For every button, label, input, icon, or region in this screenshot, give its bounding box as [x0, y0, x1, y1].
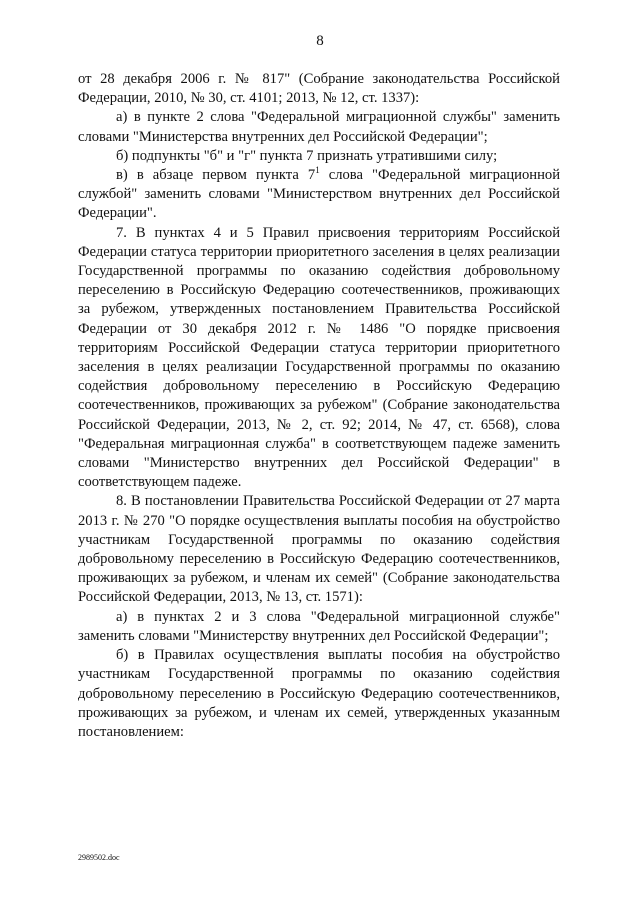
paragraph-item-v-end: слова "Федеральной миграционной службой" заменить словами "Министерством внутренних дел Российской Федерации". — [78, 167, 560, 222]
paragraph-section-7: 7. В пунктах 4 и 5 Правил присвоения территориям Российской Федерации статуса территории приоритетного заселения в целях реализации Государственной программы по оказанию содействия добровольному переселению в Российскую Федерацию соотечественников, проживающих за рубежом, утвержденных постановлением Правительства Российской Федерации от 30 декабря 2012 г. № 1486 "О порядке присвоения территориям Российской Федерации статуса территории приоритетного заселения в целях реализации Государственной программы по оказанию содействия добровольному переселению в Российскую Федерацию соотечественников, проживающих за рубежом" (Собрание законодательства Российской Федерации, 2013, № 2, ст. 92; 2014, № 47, ст. 6568), слова "Федеральная миграционная служба" в соответствующем падеже заменить словами "Министерство внутренних дел Российской Федерации" в соответствующем падеже. — [78, 224, 560, 491]
paragraph-item-b: б) подпункты "б" и "г" пункта 7 признать утратившими силу; — [116, 147, 498, 164]
paragraph-item-v-start: в) в абзаце первом пункта 7 — [116, 167, 316, 184]
document-file-id: 2989502.doc — [78, 853, 120, 862]
paragraph-item-v — [78, 166, 560, 224]
paragraph-item-a: а) в пункте 2 слова "Федеральной миграционной службы" заменить словами "Министерства внутренних дел Российской Федерации"; — [78, 109, 560, 145]
paragraph-section-8-item-a: а) в пунктах 2 и 3 слова "Федеральной миграционной службе" заменить словами "Министерству внутренних дел Российской Федерации"; — [78, 608, 560, 644]
paragraph-section-8-item-b: б) в Правилах осуществления выплаты пособия на обустройство участникам Государственной программы по оказанию содействия добровольному переселению в Российскую Федерацию соотечественников, проживающих за рубежом, и членам их семей, утвержденных указанным постановлением: — [78, 647, 560, 740]
paragraph-section-8: 8. В постановлении Правительства Российской Федерации от 27 марта 2013 г. № 270 "О порядке осуществления выплаты пособия на обустройство участникам Государственной программы по оказанию содействия добровольному переселению в Российскую Федерацию соотечественников, проживающих за рубежом, и членам их семей" (Собрание законодательства Российской Федерации, 2013, № 13, ст. 1571): — [78, 493, 560, 606]
superscript-marker: 1 — [315, 165, 320, 176]
page-number: 8 — [316, 33, 324, 49]
document-body — [78, 70, 560, 742]
paragraph-continuation: от 28 декабря 2006 г. № 817" (Собрание законодательства Российской Федерации, 2010, № 30, ст. 4101; 2013, № 12, ст. 1337): — [78, 71, 560, 107]
